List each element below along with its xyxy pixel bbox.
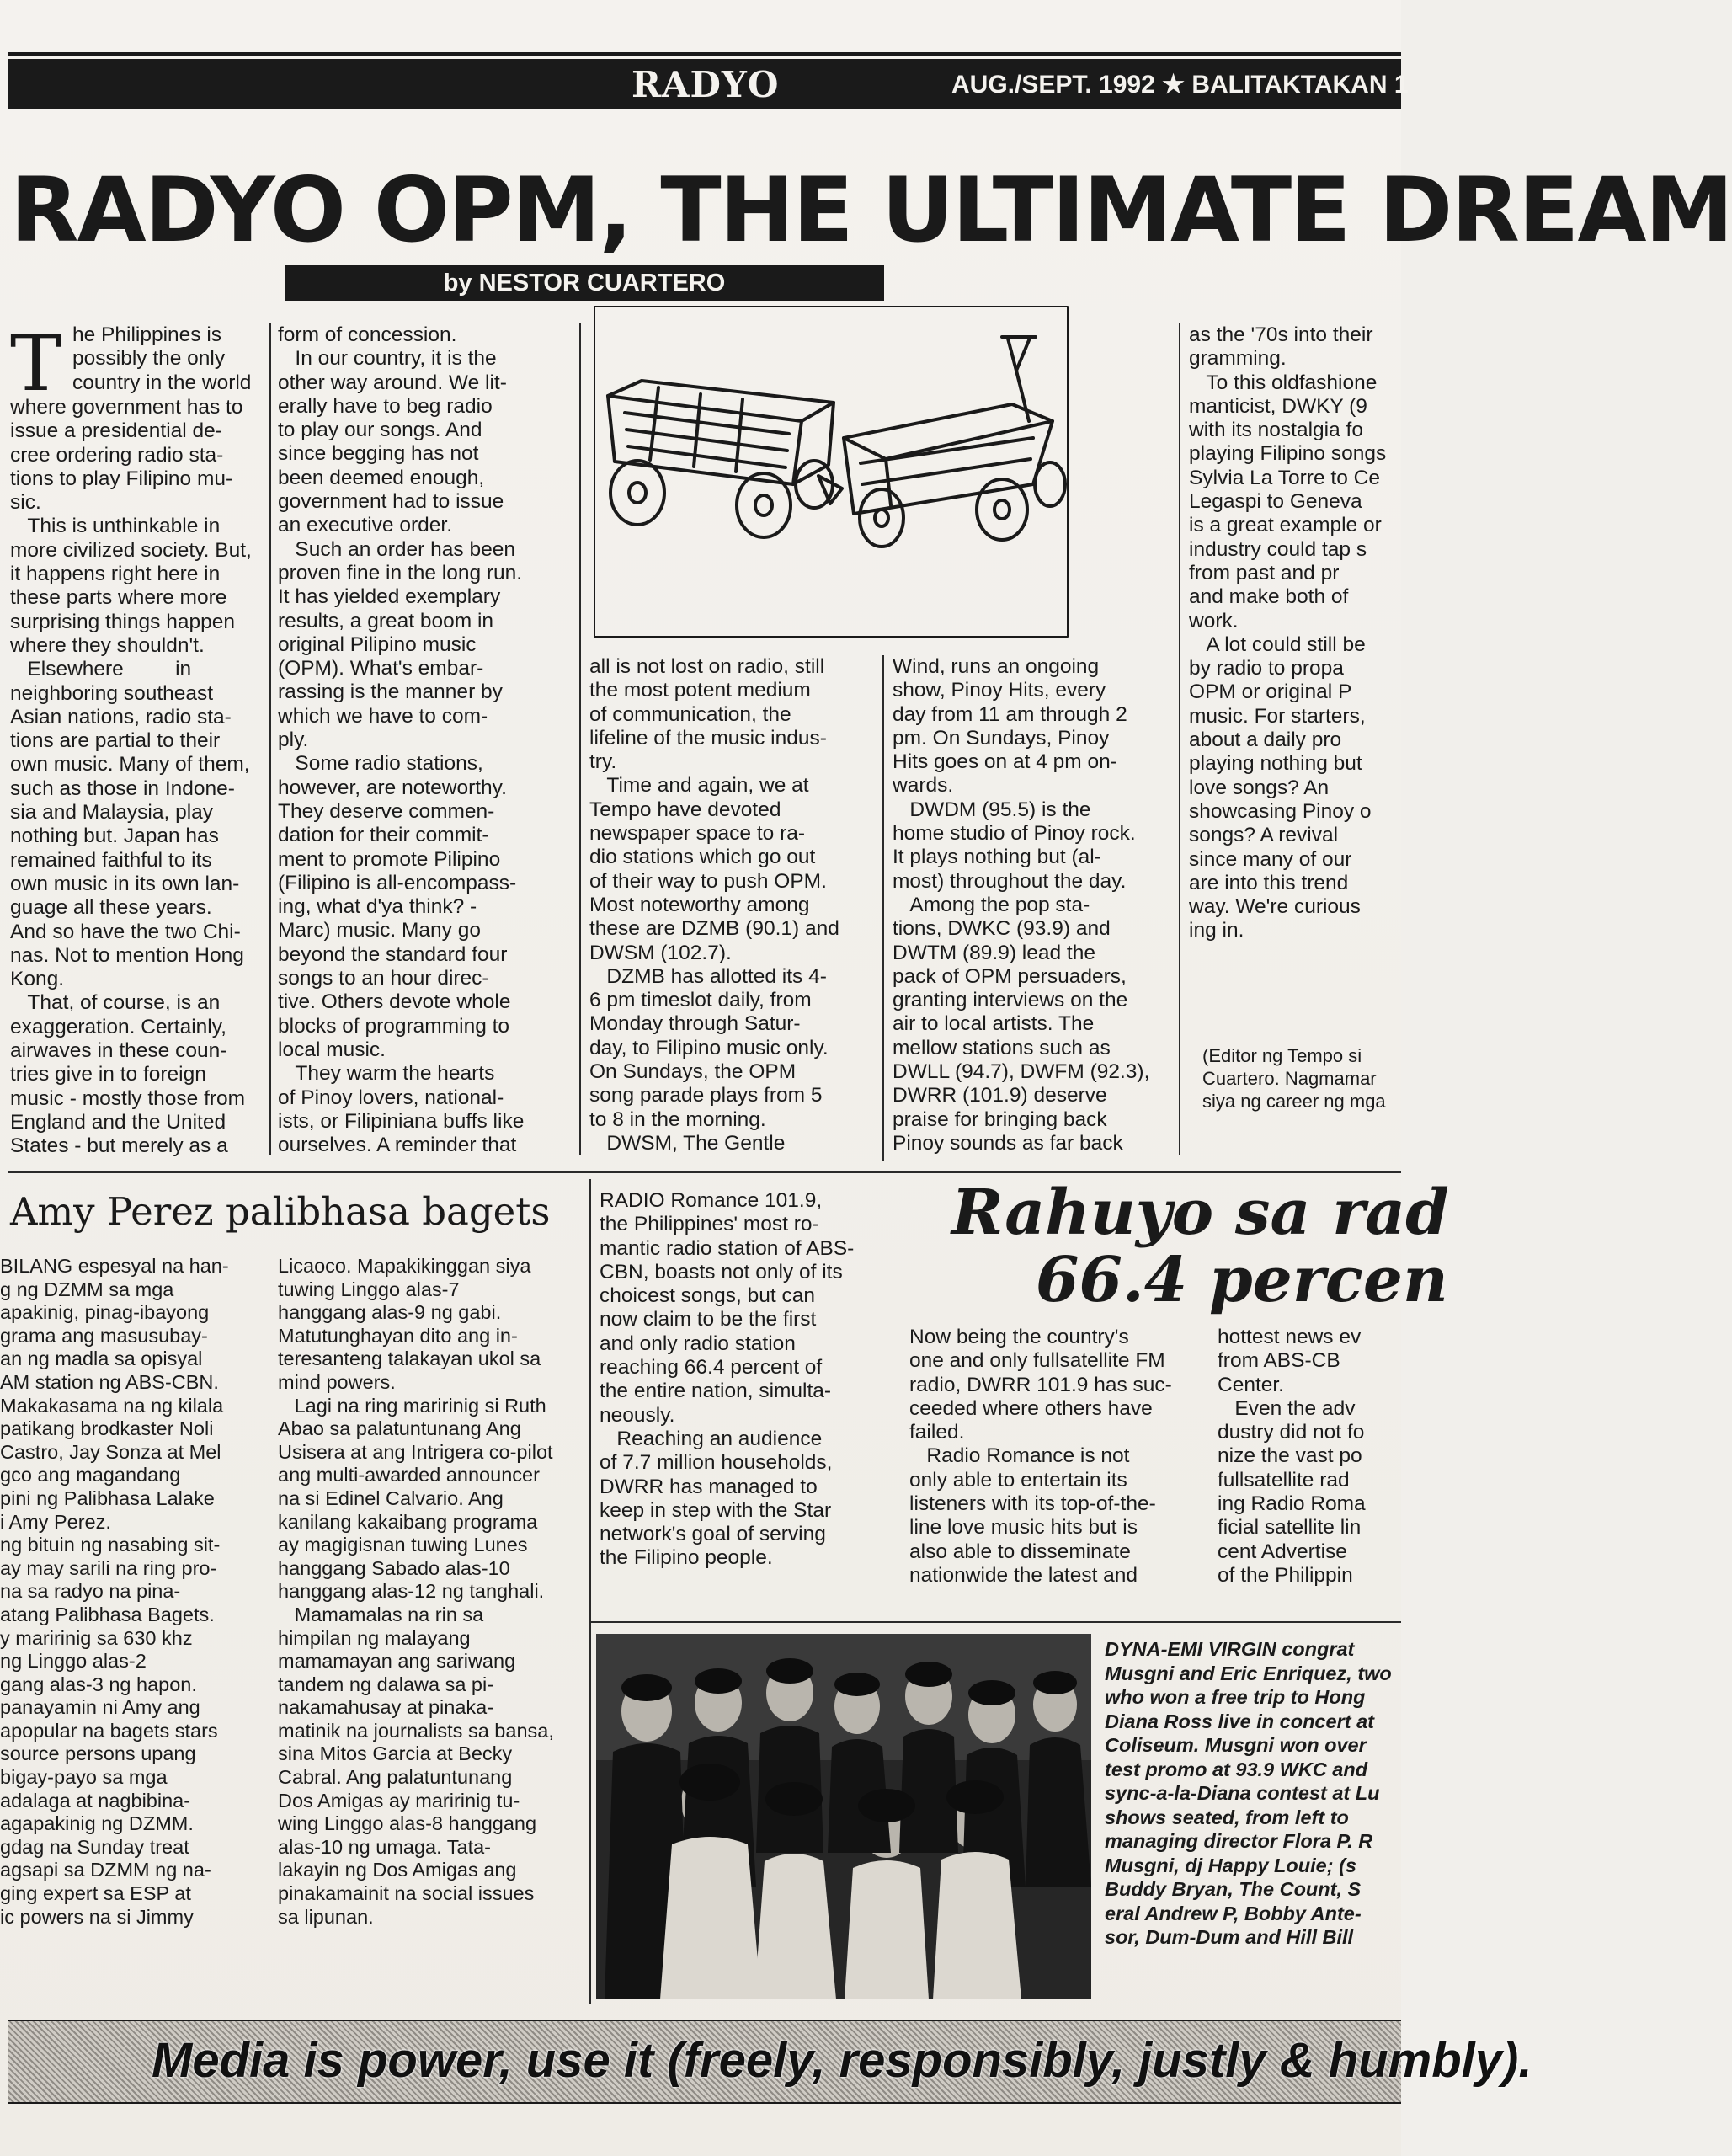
photo-caption: DYNA-EMI VIRGIN congrat Musgni and Eric Enriquez, two who won a free trip to Hong Diana Ross live in concert at Coliseum. Musgni won over test promo at 93.9 WKC and sync-a-la-Diana contest at Lu shows seated, from left to managing director Flora P. R Musgni, dj Happy Louie; (s Buddy Bryan, The Count, S eral Andrew P, Bobby Ante- sor, Dum-Dum and Hill Bill [1105,1638,1392,1948]
column-rule [882,655,884,1161]
column-rule [589,1179,591,2004]
section-name: RADYO [632,64,780,105]
byline: by NESTOR CUARTERO [285,265,884,301]
header-rule [8,52,1401,56]
amy-col2: Licaoco. Mapakikinggan siya tuwing Linggo alas-7 hanggang alas-9 ng gabi. Matutunghayan dito ang in- teresanteng talakayan ukol sa mind powers. Lagi na ring maririnig si Ruth Abao sa palatuntunang Ang Usisera at ang Intrigera co-pilot ang multi-awarded announcer na si Edinel Calvario. Ang kanilang kakaibang programa ay magigisnan tuwing Lunes hanggang Sabado alas-10 hanggang alas-12 ng tanghali. Mamamalas na rin sa himpilan ng malayang mamamayan ang sariwang tandem ng dalawa sa pi- nakamahusay at pinaka- matinik na journalists sa bansa, sina Mitos Garcia at Becky Cabral. Ang palatuntunang Dos Amigas ay maririnig tu- wing Linggo alas-8 hanggang alas-10 ng umaga. Tata- lakayin ng Dos Amigas ang pinakamainit na social issues sa lipunan. [278,1255,554,1928]
column-rule [579,323,581,1155]
main-headline: RADYO OPM, THE ULTIMATE DREAM [10,158,1732,262]
rahuyo-col2: hottest news ev from ABS-CB Center. Even the adv dustry did not fo nize the vast po fullsatellite rad ing Radio Roma ficial satellite lin cent Advertise of the Philippin [1218,1326,1366,1587]
article-col4: Wind, runs an ongoing show, Pinoy Hits, every day from 11 am through 2 pm. On Sundays, Pinoy Hits goes on at 4 pm on- wards. DWDM (95.5) is the home studio of Pinoy rock. It plays nothing but (al- most) throughout the day. Among the pop sta- tions, DWKC (93.9) and DWTM (89.9) lead the pack of OPM persuaders, granting interviews on the air to local artists. The mellow stations such as DWLL (94.7), DWFM (92.3), DWRR (101.9) deserve praise for bringing back Pinoy sounds as far back [893,655,1150,1155]
editor-note: (Editor ng Tempo si Cuartero. Nagmamar siya ng career ng mga [1202,1045,1386,1112]
drop-cap: T [10,318,62,408]
amy-col1: BILANG espesyal na han- g ng DZMM sa mga apakinig, pinag-ibayong grama ang masusubay- an ng madla sa opisyal AM station ng ABS-CBN. Makakasama na ng kilala patikang brodkaster Noli Castro, Jay Sonza at Mel gco ang magandang pini ng Palibhasa Lalake i Amy Perez. ng bituin ng nasabing sit- ay may sarili na ring pro- na sa radyo na pina- atang Palibhasa Bagets. y maririnig sa 630 khz ng Linggo alas-2 gang alas-3 ng hapon. panayamin ni Amy ang apopular na bagets stars source persons upang bigay-payo sa mga adalaga at nagbibina- agapakinig ng DZMM. gdag na Sunday treat agsapi sa DZMM ng na- ging expert sa ESP at ic powers na si Jimmy [0,1255,229,1928]
issue-date: AUG./SEPT. 1992 ★ BALITAKTAKAN 1 [951,71,1409,99]
column-rule [269,323,271,1155]
group-photo-image [596,1634,1091,1999]
slogan-text: Media is power, use it (freely, responsibly, justly & humbly). [152,2033,1532,2088]
rahuyo-headline-line1: Rahuyo sa rad [951,1177,1449,1249]
rahuyo-col1: Now being the country's one and only fullsatellite FM radio, DWRR 101.9 has suc- ceeded where others have failed. Radio Romance is not only able to entertain its listeners with its top-of-the- line love music hits but is also able to disseminate nationwide the latest and [909,1326,1172,1587]
article-col5: as the '70s into their gramming. To this oldfashione manticist, DWKY (9 with its nostalgia fo playing Filipino songs Sylvia La Torre to Ce Legaspi to Geneva is a great example or industry could tap s from past and pr and make both of work. A lot could still be by radio to propa OPM or original P music. For starters, about a daily pro playing nothing but love songs? An showcasing Pinoy o songs? A revival since many of our are into this trend way. We're curious ing in. [1189,323,1387,942]
amy-headline: Amy Perez palibhasa bagets [10,1189,551,1234]
section-divider [8,1171,1401,1173]
rahuyo-headline-line2: 66.4 percen [1036,1244,1448,1316]
section-header-bar [8,59,1409,109]
article-col2: form of concession. In our country, it is the other way around. We lit- erally have to beg radio to play our songs. And since begging has not been deemed enough, government had to issue an executive order. Such an order has been proven fine in the long run. It has yielded exemplary results, a great boom in original Pilipino music (OPM). What's embar- rassing is the manner by which we have to com- ply. Some radio stations, however, are noteworthy. They deserve commen- dation for their commit- ment to promote Pilipino (Filipino is all-encompass- ing, what d'ya think? - Marc) music. Many go beyond the standard four songs to an hour direc- tive. Others devote whole blocks of programming to local music. They warm the hearts of Pinoy lovers, national- ists, or Filipiniana buffs like ourselves. A reminder that [278,323,525,1157]
article-col1-intro: he Philippines is possibly the only country in the world [72,323,252,394]
romance-lead: RADIO Romance 101.9, the Philippines' most ro- mantic radio station of ABS- CBN, boasts not only of its choicest songs, but can now claim to be the first and only radio station reaching 66.4 percent of the entire nation, simulta- neously. Reaching an audience of 7.7 million households, DWRR has managed to keep in step with the Star network's goal of serving the Filipino people. [600,1189,855,1570]
column-rule [1179,323,1180,1155]
photo-divider [589,1621,1401,1623]
wagon-illustration [591,303,1071,640]
slogan-banner [8,2020,1532,2104]
group-photo [596,1634,1091,1999]
article-col3: all is not lost on radio, still the most potent medium of communication, the lifeline of the music indus- try. Time and again, we at Tempo have devoted newspaper space to ra- dio stations which go out of their way to push OPM. Most noteworthy among these are DZMB (90.1) and DWSM (102.7). DZMB has allotted its 4- 6 pm timeslot daily, from Monday through Satur- day, to Filipino music only. On Sundays, the OPM song parade plays from 5 to 8 in the morning. DWSM, The Gentle [589,655,839,1155]
article-col1: where government has to issue a presidential de- cree ordering radio sta- tions to play Filipino mu- sic. This is unthinkable in more civilized society. But, it happens right here in these parts where more surprising things happen where they shouldn't. Elsewhere in neighboring southeast Asian nations, radio sta- tions are partial to their own music. Many of them, such as those in Indone- sia and Malaysia, play nothing but. Japan has remained faithful to its own music in its own lan- guage all these years. And so have the two Chi- nas. Not to mention Hong Kong. That, of course, is an exaggeration. Certainly, airwaves in these coun- tries give in to foreign music - mostly those from England and the United States - but merely as a [10,396,252,1158]
